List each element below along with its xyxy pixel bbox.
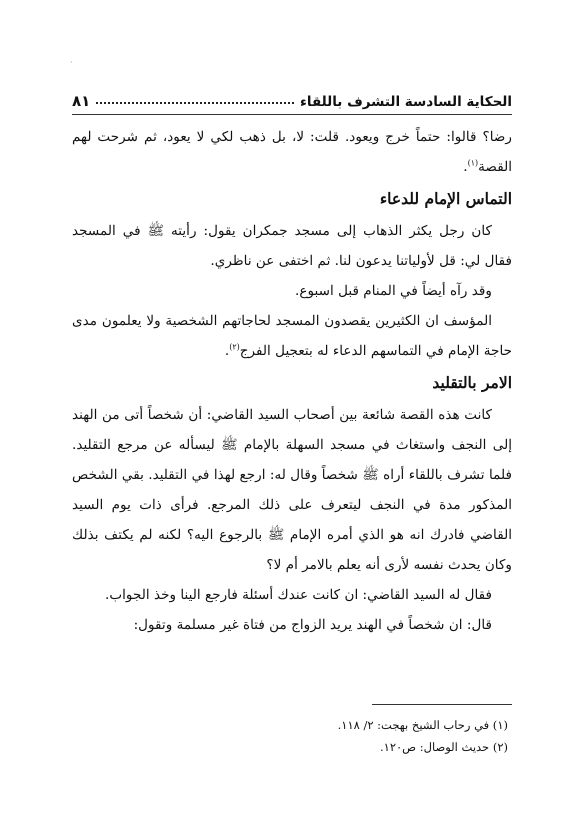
paragraph xyxy=(72,306,512,366)
footnote-rule xyxy=(372,704,512,705)
paragraph xyxy=(72,122,512,182)
running-header xyxy=(72,84,512,110)
paragraph: قال: ان شخصاً في الهند يريد الزواج من فتاة غير مسلمة وتقول: xyxy=(133,617,492,633)
page-body xyxy=(72,122,512,640)
section-heading-1: التماس الإمام للدعاء xyxy=(379,189,512,208)
paragraph: فقال له السيد القاضي: ان كانت عندك أسئلة فارجع الينا وخذ الجواب. xyxy=(105,587,492,603)
corner-mark: · xyxy=(70,58,73,67)
section-heading-2: الامر بالتقليد xyxy=(432,373,512,392)
header-dot-leader xyxy=(96,102,294,104)
paragraph: وقد رآه أيضاً في المنام قبل اسبوع. xyxy=(295,283,492,299)
footnote-2: (٢) حديث الوصال: ص١٢٠. xyxy=(379,740,508,754)
header-rule xyxy=(72,114,512,115)
paragraph-end: . xyxy=(463,159,468,175)
paragraph: كانت هذه القصة شائعة بين أصحاب السيد القاضي: أن شخصاً أتى من الهند إلى النجف واستغاث في مسجد السهلة بالإمام ﷺ ليسأله عن مرجع التقليد. فلما تشرف باللقاء أراه ﷺ شخصاً وقال له: ارجع لهذا في التقليد. بقي الشخص المذكور مدة في النجف ليتعرف على ذلك المرجع. فرأى ذات يوم السيد القاضي فادرك انه هو الذي أمره الإمام ﷺ بالرجوع اليه؟ لكنه لم يكتف بذلك وكان يحدث نفسه لأرى أنه يعلم بالامر أم لا؟ xyxy=(72,407,512,573)
footnote-ref-2: (٢) xyxy=(229,342,240,352)
paragraph-text: المؤسف ان الكثيرين يقصدون المسجد لحاجاتهم الشخصية ولا يعلمون مدى حاجة الإمام في التماسهم الدعاء له بتعجيل الفرج xyxy=(72,313,512,359)
paragraph: كان رجل يكثر الذهاب إلى مسجد جمكران يقول: رأيته ﷺ في المسجد فقال لي: قل لأولياتنا يدعون لنا. ثم اختفى عن ناظري. xyxy=(72,223,512,269)
footnote-1: (١) في رحاب الشيخ بهجت: ٢/ ١١٨. xyxy=(337,718,508,732)
header-title: الحكاية السادسة التشرف باللقاء xyxy=(299,94,512,110)
footnotes xyxy=(72,714,512,758)
paragraph-end: . xyxy=(224,343,230,359)
page-number: ٨١ xyxy=(72,92,91,110)
paragraph-text: رضا؟ قالوا: حتماً خرج ويعود. قلت: لا، بل ذهب لكي لا يعود، ثم شرحت لهم القصة xyxy=(72,129,512,175)
footnote-ref-1: (١) xyxy=(467,158,479,168)
